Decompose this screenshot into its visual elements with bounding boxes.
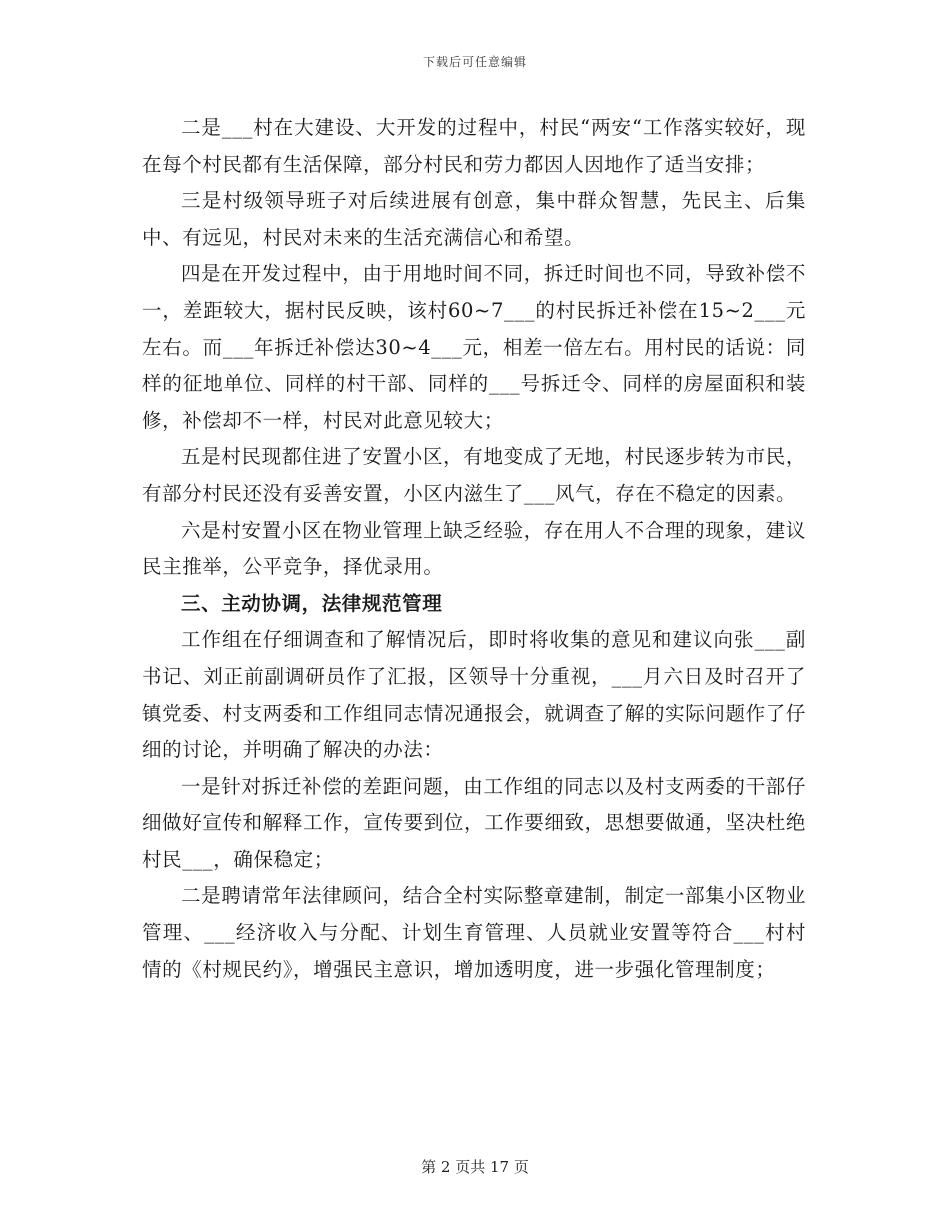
page-number: 第 2 页共 17 页 [421, 1158, 529, 1176]
section-heading-3: 三、主动协调，法律规范管理 [181, 591, 443, 615]
paragraph-4-compensation-gap: 四是在开发过程中，由于用地时间不同，拆迁时间也不同，导致补偿不一，差距较大，据村民反映，该村60~7___的村民拆迁补偿在15~2___元左右。而___年拆迁补偿达30~4___元，相差一倍左右。用村民的话说：同样的征地单位、同样的村干部、同样的___号拆迁令、同样的房屋面积和装修，补偿却不一样，村民对此意见较大； [142, 262, 806, 432]
page-header: 下载后可任意编辑 [422, 55, 527, 69]
paragraph-work-group-report: 工作组在仔细调查和了解情况后，即时将收集的意见和建议向张___副书记、刘正前副调研员作了汇报，区领导十分重视，___月六日及时召开了镇党委、村支两委和工作组同志情况通报会，就调查了解的实际问题作了仔细的讨论，并明确了解决的办法： [142, 628, 806, 762]
paragraph-3-leadership: 三是村级领导班子对后续进展有创意，集中群众智慧，先民主、后集中、有远见，村民对未来的生活充满信心和希望。 [142, 189, 806, 249]
paragraph-2-village-resettlement: 二是___村在大建设、大开发的过程中，村民“两安“工作落实较好，现在每个村民都有生活保障，部分村民和劳力都因人因地作了适当安排； [142, 116, 806, 176]
paragraph-5-residents: 五是村民现都住进了安置小区，有地变成了无地，村民逐步转为市民，有部分村民还没有妥善安置，小区内滋生了___风气，存在不稳定的因素。 [142, 445, 806, 505]
paragraph-6-property-management: 六是村安置小区在物业管理上缺乏经验，存在用人不合理的现象，建议民主推举，公平竞争，择优录用。 [142, 518, 806, 579]
paragraph-solution-1: 一是针对拆迁补偿的差距问题，由工作组的同志以及村支两委的干部仔细做好宣传和解释工作，宣传要到位，工作要细致，思想要做通，坚决杜绝村民___，确保稳定； [142, 774, 806, 871]
document-body [142, 110, 806, 988]
paragraph-solution-2: 二是聘请常年法律顾问，结合全村实际整章建制，制定一部集小区物业管理、___经济收入与分配、计划生育管理、人员就业安置等符合___村村情的《村规民约》，增强民主意识，增加透明度，进一步强化管理制度； [142, 884, 806, 981]
